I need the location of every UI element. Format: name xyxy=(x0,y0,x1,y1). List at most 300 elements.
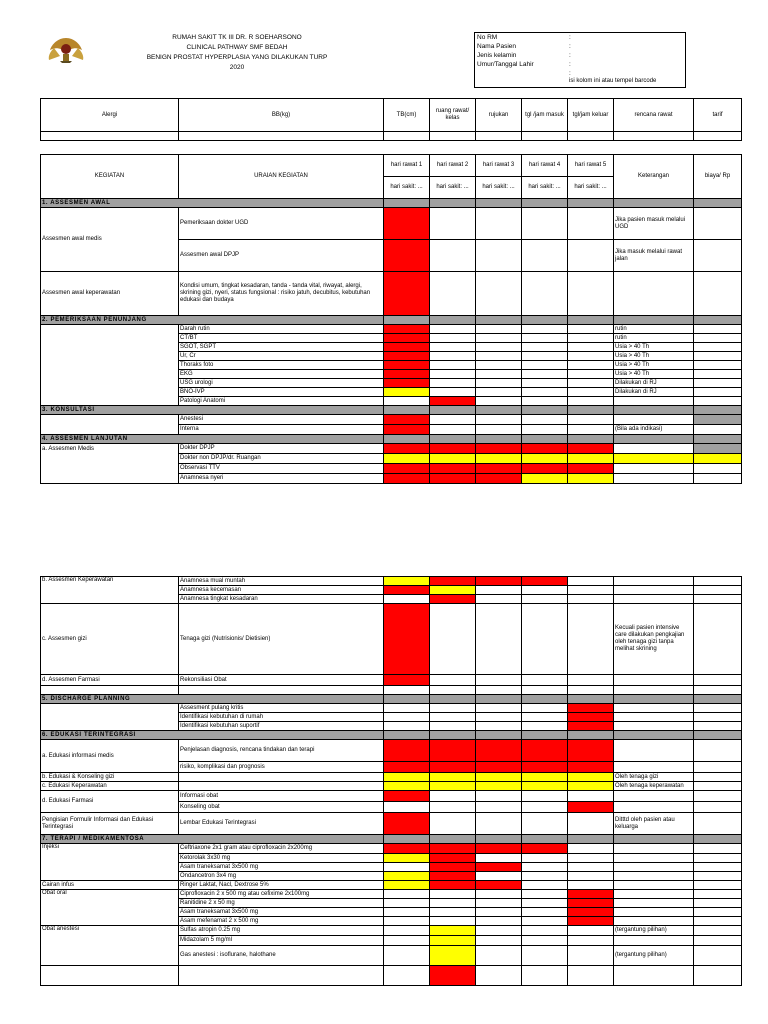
table-cell xyxy=(430,899,476,908)
hari-sakit-1: hari sakit: ... xyxy=(384,177,430,199)
cell-optional xyxy=(614,454,694,464)
keterangan: rutin xyxy=(614,325,694,334)
table-cell xyxy=(568,586,614,595)
table-cell xyxy=(41,966,179,986)
table-cell xyxy=(614,435,694,444)
table-cell xyxy=(614,863,694,872)
uraian-asam-mefenamat: Asam mefenamat 2 x 500 mg xyxy=(179,917,384,926)
table-cell xyxy=(476,936,522,946)
table-cell xyxy=(476,370,522,379)
input-bb[interactable] xyxy=(179,132,384,141)
cell-required xyxy=(476,881,522,890)
table-cell xyxy=(522,936,568,946)
cell-required xyxy=(568,908,614,917)
table-cell xyxy=(430,835,476,844)
input-alergi[interactable] xyxy=(41,132,179,141)
table-cell xyxy=(694,397,742,406)
hari-sakit-3: hari sakit: ... xyxy=(476,177,522,199)
table-cell xyxy=(694,740,742,762)
table-cell xyxy=(568,325,614,334)
table-cell xyxy=(568,334,614,343)
uraian-patologi: Patologi Anatomi xyxy=(179,397,384,406)
header-day-3: hari rawat 3 xyxy=(476,155,522,177)
table-cell xyxy=(476,854,522,863)
uraian-konseling-obat: Konseling obat xyxy=(179,802,384,813)
table-cell xyxy=(476,435,522,444)
table-cell xyxy=(522,240,568,272)
table-cell xyxy=(694,926,742,936)
table-cell xyxy=(614,586,694,595)
document-title xyxy=(108,33,366,73)
table-cell xyxy=(568,936,614,946)
table-cell xyxy=(522,425,568,435)
table-cell xyxy=(694,917,742,926)
table-cell xyxy=(430,240,476,272)
table-cell xyxy=(694,782,742,791)
table-cell xyxy=(430,890,476,899)
table-cell xyxy=(430,316,476,325)
cell-required xyxy=(522,577,568,586)
table-cell xyxy=(614,595,694,604)
table-cell xyxy=(568,791,614,802)
table-cell xyxy=(522,704,568,713)
table-cell xyxy=(476,966,522,986)
table-cell xyxy=(568,415,614,425)
header-rencana-rawat: rencana rawat xyxy=(614,99,694,132)
cell-required xyxy=(476,740,522,762)
cell-required xyxy=(430,863,476,872)
table-cell xyxy=(522,675,568,686)
input-tgl-keluar[interactable] xyxy=(568,132,614,141)
table-cell xyxy=(614,890,694,899)
table-cell xyxy=(476,926,522,936)
input-tb[interactable] xyxy=(384,132,430,141)
table-cell xyxy=(568,881,614,890)
cell-required xyxy=(476,762,522,773)
table-row xyxy=(41,926,742,936)
table-cell xyxy=(476,695,522,704)
table-cell xyxy=(614,199,694,208)
table-cell xyxy=(694,686,742,695)
table-cell xyxy=(476,704,522,713)
table-cell xyxy=(568,361,614,370)
table-cell xyxy=(476,397,522,406)
table-cell xyxy=(522,325,568,334)
header-day-2: hari rawat 2 xyxy=(430,155,476,177)
kegiatan-edukasi-gizi: b. Edukasi & Konseling gizi xyxy=(41,773,179,782)
table-cell xyxy=(476,722,522,731)
cell-required xyxy=(430,595,476,604)
cell-required xyxy=(384,762,430,773)
table-cell xyxy=(476,361,522,370)
table-cell xyxy=(430,208,476,240)
table-cell xyxy=(568,595,614,604)
kegiatan-assesmen-gizi: c. Assesmen gizi xyxy=(41,604,179,675)
table-cell xyxy=(614,316,694,325)
cell-required xyxy=(430,474,476,484)
cell-optional xyxy=(384,854,430,863)
cell-optional xyxy=(384,454,430,464)
field-no-rm: No RM xyxy=(477,34,498,41)
table-cell xyxy=(384,695,430,704)
table-cell xyxy=(179,773,384,782)
table-cell xyxy=(430,370,476,379)
uraian-usg: USG urologi xyxy=(179,379,384,388)
input-rencana[interactable] xyxy=(614,132,694,141)
table-cell xyxy=(430,425,476,435)
table-cell xyxy=(694,731,742,740)
table-cell xyxy=(614,899,694,908)
kegiatan-edukasi-keperawatan: c. Edukasi Keperawatan xyxy=(41,782,179,791)
keterangan-interna: (Bila ada indikasi) xyxy=(614,425,694,435)
input-tarif[interactable] xyxy=(694,132,742,141)
table-cell xyxy=(614,474,694,484)
table-cell xyxy=(568,844,614,854)
cell-required xyxy=(384,444,430,454)
cell-required xyxy=(430,397,476,406)
table-cell xyxy=(614,722,694,731)
table-cell xyxy=(568,835,614,844)
table-cell xyxy=(476,890,522,899)
uraian-pulang-kritis: Assesment pulang kritis xyxy=(179,704,384,713)
table-cell xyxy=(384,926,430,936)
table-cell xyxy=(476,872,522,881)
table-cell xyxy=(430,199,476,208)
table-cell xyxy=(614,704,694,713)
cell-required xyxy=(384,272,430,316)
kegiatan-assesmen-keperawatan: Assesmen awal keperawatan xyxy=(41,272,179,316)
table-cell xyxy=(476,316,522,325)
table-cell xyxy=(384,722,430,731)
uraian-ranitidine: Ranitidine 2 x 50 mg xyxy=(179,899,384,908)
table-cell xyxy=(476,813,522,835)
table-cell xyxy=(694,343,742,352)
cell-optional xyxy=(476,773,522,782)
table-cell xyxy=(430,713,476,722)
table-cell xyxy=(568,397,614,406)
table-cell xyxy=(430,695,476,704)
table-cell xyxy=(694,722,742,731)
kegiatan-assesmen-keperawatan-lanjutan: b. Assesmen Keperawatan xyxy=(41,577,179,604)
table-cell xyxy=(476,199,522,208)
header-alergi: Alergi xyxy=(41,99,179,132)
cell-optional xyxy=(384,388,430,397)
table-row xyxy=(41,415,742,425)
table-cell xyxy=(694,863,742,872)
cell-required xyxy=(476,444,522,454)
keterangan: Usia > 40 Th xyxy=(614,343,694,352)
keterangan-ugd: Jika pasien masuk melalui UGD xyxy=(614,208,694,240)
keterangan-dpjp: Jika masuk melalui rawat jalan xyxy=(614,240,694,272)
table-cell xyxy=(522,802,568,813)
uraian-mual-muntah: Anamnesa mual muntah xyxy=(179,577,384,586)
table-cell xyxy=(568,863,614,872)
input-tgl-masuk[interactable] xyxy=(522,132,568,141)
input-rujukan[interactable] xyxy=(476,132,522,141)
table-cell xyxy=(694,334,742,343)
table-cell xyxy=(179,966,384,986)
table-cell xyxy=(476,406,522,415)
table-cell xyxy=(384,863,430,872)
table-row xyxy=(41,444,742,454)
table-cell xyxy=(614,791,694,802)
uraian-darah-rutin: Darah rutin xyxy=(179,325,384,334)
cell-required xyxy=(476,844,522,854)
table-cell xyxy=(568,946,614,966)
table-cell xyxy=(522,713,568,722)
table-cell xyxy=(694,773,742,782)
cell-required xyxy=(568,704,614,713)
keterangan: rutin xyxy=(614,334,694,343)
table-cell xyxy=(522,586,568,595)
table-cell xyxy=(384,686,430,695)
table-cell xyxy=(476,388,522,397)
table-cell xyxy=(614,713,694,722)
colon: : xyxy=(569,52,571,59)
header-day-4: hari rawat 4 xyxy=(522,155,568,177)
table-cell xyxy=(522,208,568,240)
uraian-gas-anestesi: Gas anestesi : isoflurane, halothane xyxy=(179,946,384,966)
table-cell xyxy=(522,435,568,444)
section-pemeriksaan-penunjang: 2. PEMERIKSAAN PENUNJANG xyxy=(41,316,384,325)
header-tb: TB(cm) xyxy=(384,99,430,132)
table-cell xyxy=(384,731,430,740)
table-cell xyxy=(568,240,614,272)
cell-required xyxy=(568,444,614,454)
cell-required xyxy=(384,352,430,361)
uraian-ctbt: CT/BT xyxy=(179,334,384,343)
table-cell xyxy=(694,881,742,890)
table-row xyxy=(41,813,742,835)
cell-optional xyxy=(522,454,568,464)
cell-required xyxy=(522,762,568,773)
colon: : xyxy=(569,43,571,50)
table-cell xyxy=(384,936,430,946)
kegiatan-cairan-infus: Cairan infus xyxy=(41,881,179,890)
table-cell xyxy=(179,782,384,791)
uraian-asam-traneksamat-oral: Asam traneksamat 3x500 mg xyxy=(179,908,384,917)
table-cell xyxy=(430,686,476,695)
cell-optional xyxy=(568,782,614,791)
table-cell xyxy=(522,379,568,388)
table-cell xyxy=(568,731,614,740)
table-row xyxy=(41,272,742,316)
table-cell xyxy=(430,908,476,917)
cell-optional xyxy=(430,454,476,464)
table-row xyxy=(41,435,742,444)
table-cell xyxy=(430,731,476,740)
cell-required xyxy=(430,740,476,762)
field-nama-pasien: Nama Pasien xyxy=(477,43,517,50)
hospital-name: RUMAH SAKIT TK III DR. R SOEHARSONO xyxy=(172,34,302,41)
header-keterangan: Keterangan xyxy=(614,155,694,199)
table-cell xyxy=(522,791,568,802)
table-cell xyxy=(568,926,614,936)
table-cell xyxy=(614,740,694,762)
table-cell xyxy=(476,240,522,272)
table-cell xyxy=(614,686,694,695)
table-cell xyxy=(522,415,568,425)
header-tgl-masuk: tgl /jam masuk xyxy=(522,99,568,132)
document-year: 2020 xyxy=(229,64,245,71)
table-cell xyxy=(476,334,522,343)
table-cell xyxy=(384,917,430,926)
table-cell xyxy=(476,946,522,966)
cell-required xyxy=(384,325,430,334)
table-cell xyxy=(614,966,694,986)
table-cell xyxy=(694,844,742,854)
field-jenis-kelamin: Jenis kelamin xyxy=(477,52,517,59)
table-cell xyxy=(384,835,430,844)
table-cell xyxy=(614,406,694,415)
table-cell xyxy=(614,464,694,474)
table-cell xyxy=(522,872,568,881)
table-cell xyxy=(568,370,614,379)
uraian-ringer-laktat: Ringer Laktat, Nacl, Dextrose 5% xyxy=(179,881,384,890)
table-cell xyxy=(694,425,742,435)
uraian-kondisi-umum: Kondisi umum, tingkat kesadaran, tanda - tanda vital, riwayat, alergi, skrining gizi, nyeri, status fungsional : risiko jatuh, decubitus, kebutuhan edukasi dan budaya xyxy=(179,272,384,316)
table-cell xyxy=(384,316,430,325)
table-cell xyxy=(568,813,614,835)
table-cell xyxy=(568,379,614,388)
table-cell xyxy=(522,316,568,325)
cell-required xyxy=(384,844,430,854)
cell-optional xyxy=(384,782,430,791)
kegiatan-assesmen-medis: a. Assesmen Medis xyxy=(41,444,179,484)
section-terapi: 7. TERAPI / MEDIKAMENTOSA xyxy=(41,835,384,844)
section-assesmen-awal: 1. ASSESMEN AWAL xyxy=(41,199,384,208)
table-cell xyxy=(568,604,614,675)
table-cell xyxy=(476,343,522,352)
table-cell xyxy=(694,325,742,334)
table-cell xyxy=(522,917,568,926)
table-cell xyxy=(430,352,476,361)
table-cell xyxy=(614,881,694,890)
keterangan: Dilakukan di RJ xyxy=(614,379,694,388)
cell-optional xyxy=(568,474,614,484)
table-row xyxy=(41,695,742,704)
input-ruang[interactable] xyxy=(430,132,476,141)
kegiatan-assesmen-farmasi: d. Assesmen Farmasi xyxy=(41,675,179,686)
cell-required xyxy=(384,813,430,835)
table-cell xyxy=(694,695,742,704)
header-tgl-keluar: tgl/jam keluar xyxy=(568,99,614,132)
table-cell xyxy=(522,946,568,966)
table-row xyxy=(41,604,742,675)
table-cell xyxy=(430,334,476,343)
kegiatan-assesmen-awal-medis: Assesmen awal medis xyxy=(41,208,179,272)
table-cell xyxy=(476,899,522,908)
table-cell xyxy=(522,272,568,316)
keterangan-tergantung: (tergantung pilihan) xyxy=(614,926,694,936)
cell-optional xyxy=(476,782,522,791)
cell-optional xyxy=(694,454,742,464)
table-cell xyxy=(568,435,614,444)
table-cell xyxy=(384,397,430,406)
cell-required xyxy=(384,604,430,675)
uraian-informasi-obat: Informasi obat xyxy=(179,791,384,802)
keterangan-gizi-edukasi: Oleh tenaga gizi xyxy=(614,773,694,782)
table-cell xyxy=(430,325,476,334)
uraian-tenaga-gizi: Tenaga gizi (Nutrisionis/ Dietisien) xyxy=(179,604,384,675)
table-cell xyxy=(522,199,568,208)
cell-required xyxy=(384,791,430,802)
uraian-interna: Interna xyxy=(179,425,384,435)
table-cell xyxy=(694,415,742,425)
cell-required xyxy=(568,890,614,899)
cell-required xyxy=(522,844,568,854)
table-cell xyxy=(614,908,694,917)
table-cell xyxy=(614,854,694,863)
table-cell xyxy=(694,199,742,208)
header-uraian: URAIAN KEGIATAN xyxy=(179,155,384,199)
cell-required xyxy=(476,474,522,484)
table-cell xyxy=(522,686,568,695)
table-cell xyxy=(430,604,476,675)
table-cell xyxy=(476,604,522,675)
table-row xyxy=(41,890,742,899)
table-cell xyxy=(522,406,568,415)
table-cell xyxy=(614,577,694,586)
table-cell xyxy=(522,370,568,379)
table-cell xyxy=(430,388,476,397)
cell-required xyxy=(476,464,522,474)
table-cell xyxy=(694,835,742,844)
table-cell xyxy=(522,854,568,863)
cell-optional xyxy=(430,773,476,782)
table-cell xyxy=(694,577,742,586)
cell-required xyxy=(384,675,430,686)
table-cell xyxy=(476,586,522,595)
table-cell xyxy=(430,917,476,926)
cell-required xyxy=(476,863,522,872)
table-cell xyxy=(430,813,476,835)
table-cell xyxy=(568,695,614,704)
cell-optional xyxy=(430,926,476,936)
keterangan: Usia > 40 Th xyxy=(614,361,694,370)
table-cell xyxy=(694,791,742,802)
table-cell xyxy=(614,762,694,773)
table-row xyxy=(41,99,742,132)
table-row xyxy=(41,577,742,586)
cell-required xyxy=(430,844,476,854)
field-umur: Umur/Tanggal Lahir xyxy=(477,61,534,68)
table-cell xyxy=(384,435,430,444)
table-cell xyxy=(568,316,614,325)
table-cell xyxy=(694,316,742,325)
table-cell xyxy=(430,704,476,713)
table-row xyxy=(41,844,742,854)
table-cell xyxy=(476,731,522,740)
table-row xyxy=(41,686,742,695)
table-cell xyxy=(522,908,568,917)
table-cell xyxy=(384,199,430,208)
header-bb: BB(kg) xyxy=(179,99,384,132)
table-cell xyxy=(384,802,430,813)
info-input-row[interactable] xyxy=(41,132,742,141)
hari-sakit-4: hari sakit: ... xyxy=(522,177,568,199)
table-cell xyxy=(430,722,476,731)
table-row xyxy=(41,325,742,334)
header-tarif: tarif xyxy=(694,99,742,132)
table-cell xyxy=(694,762,742,773)
diagnosis-title: BENIGN PROSTAT HYPERPLASIA YANG DILAKUKAN TURP xyxy=(146,54,328,61)
uraian-ur-cr: Ur, Cr xyxy=(179,352,384,361)
patient-info-table xyxy=(40,98,742,141)
table-row xyxy=(41,406,742,415)
uraian-ondancetron: Ondancetron 3x4 mg xyxy=(179,872,384,881)
table-row xyxy=(41,773,742,782)
